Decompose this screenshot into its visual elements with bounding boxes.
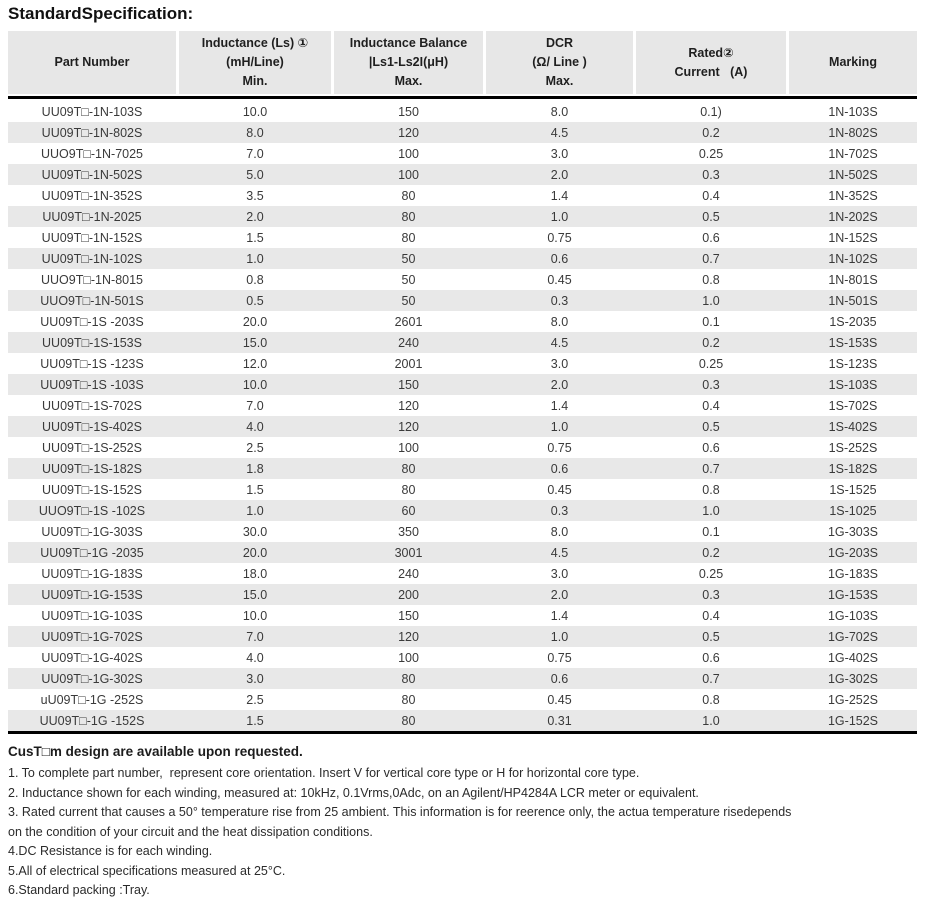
value-cell: 1G-152S bbox=[827, 713, 879, 728]
value-cell: 0.1 bbox=[702, 524, 720, 539]
value-cell: 0.4 bbox=[702, 398, 720, 413]
value-cell: 120 bbox=[398, 629, 419, 644]
value-cell: 1N-501S bbox=[828, 293, 878, 308]
value-cell: 100 bbox=[398, 167, 419, 182]
value-cell: 0.8 bbox=[702, 482, 720, 497]
part-number-cell: UU09T□-1S-152S bbox=[42, 482, 142, 497]
table-row bbox=[8, 374, 917, 395]
value-cell: 150 bbox=[398, 104, 419, 119]
part-number-cell: UU09T□-1G-302S bbox=[41, 671, 143, 686]
value-cell: 0.6 bbox=[550, 251, 569, 266]
value-cell: 7.0 bbox=[246, 629, 264, 644]
value-cell: 1G-153S bbox=[827, 587, 879, 602]
value-cell: 80 bbox=[401, 692, 416, 707]
value-cell: 0.4 bbox=[702, 188, 720, 203]
table-row bbox=[8, 248, 917, 269]
value-cell: 10.0 bbox=[242, 104, 268, 119]
column-header-0 bbox=[8, 31, 176, 94]
value-cell: 30.0 bbox=[242, 524, 268, 539]
part-number-cell: UUO9T□-1N-501S bbox=[40, 293, 144, 308]
value-cell: 80 bbox=[401, 713, 416, 728]
table-row bbox=[8, 290, 917, 311]
footnotes-heading: CusT□m design are available upon requested. bbox=[8, 744, 303, 759]
value-cell: 0.25 bbox=[698, 566, 724, 581]
value-cell: 1N-802S bbox=[828, 125, 878, 140]
value-cell: 100 bbox=[398, 146, 419, 161]
value-cell: 2.0 bbox=[550, 167, 569, 182]
part-number-cell: UU09T□-1G-402S bbox=[41, 650, 143, 665]
spec-sheet-page bbox=[0, 4, 925, 906]
value-cell: 3.0 bbox=[550, 356, 569, 371]
value-cell: 3.0 bbox=[246, 671, 264, 686]
part-number-cell: UUO9T□-1N-7025 bbox=[40, 146, 144, 161]
value-cell: 1.0 bbox=[702, 713, 720, 728]
value-cell: 1S-2035 bbox=[829, 314, 877, 329]
column-header-line: Max. bbox=[545, 74, 574, 88]
value-cell: 1G-183S bbox=[827, 566, 879, 581]
footnote-line: 2. Inductance shown for each winding, measured at: 10kHz, 0.1Vrms,0Adc, on an Agilent/HP4284A LCR meter or equivalent. bbox=[8, 785, 699, 800]
table-row bbox=[8, 458, 917, 479]
value-cell: 1N-801S bbox=[828, 272, 878, 287]
table-body bbox=[8, 101, 917, 731]
value-cell: 2601 bbox=[394, 314, 423, 329]
column-header-line: (Ω/ Line ) bbox=[532, 55, 587, 69]
value-cell: 1S-252S bbox=[828, 440, 878, 455]
value-cell: 0.6 bbox=[550, 671, 569, 686]
value-cell: 1.0 bbox=[550, 629, 569, 644]
value-cell: 2.5 bbox=[246, 440, 264, 455]
value-cell: 0.7 bbox=[702, 251, 720, 266]
value-cell: 0.45 bbox=[547, 272, 572, 287]
value-cell: 0.31 bbox=[547, 713, 572, 728]
table-row bbox=[8, 668, 917, 689]
table-row bbox=[8, 563, 917, 584]
part-number-cell: UU09T□-1G -2035 bbox=[40, 545, 144, 560]
table-row bbox=[8, 647, 917, 668]
table-row bbox=[8, 164, 917, 185]
value-cell: 0.8 bbox=[246, 272, 264, 287]
value-cell: 0.5 bbox=[702, 419, 720, 434]
part-number-cell: UU09T□-1G-103S bbox=[41, 608, 143, 623]
value-cell: 1G-702S bbox=[827, 629, 879, 644]
part-number-cell: UU09T□-1N-502S bbox=[41, 167, 143, 182]
value-cell: 1.0 bbox=[550, 419, 569, 434]
value-cell: 240 bbox=[398, 335, 419, 350]
value-cell: 15.0 bbox=[242, 335, 268, 350]
value-cell: 1.0 bbox=[246, 503, 264, 518]
value-cell: 1.8 bbox=[246, 461, 264, 476]
value-cell: 1.0 bbox=[550, 209, 569, 224]
column-header-line: Inductance (Ls) ① bbox=[201, 36, 309, 50]
value-cell: 0.75 bbox=[547, 230, 572, 245]
value-cell: 1.0 bbox=[246, 251, 264, 266]
value-cell: 120 bbox=[398, 125, 419, 140]
value-cell: 2.5 bbox=[246, 692, 264, 707]
value-cell: 80 bbox=[401, 671, 416, 686]
part-number-cell: UU09T□-1G-153S bbox=[41, 587, 143, 602]
column-header-line: Marking bbox=[829, 55, 877, 69]
table-row bbox=[8, 395, 917, 416]
column-header-line: Inductance Balance bbox=[349, 36, 468, 50]
value-cell: 0.75 bbox=[547, 650, 572, 665]
value-cell: 1S-402S bbox=[828, 419, 878, 434]
spec-table bbox=[8, 31, 917, 734]
value-cell: 1.5 bbox=[246, 482, 264, 497]
value-cell: 3.0 bbox=[550, 146, 569, 161]
value-cell: 1.5 bbox=[246, 713, 264, 728]
table-row bbox=[8, 689, 917, 710]
value-cell: 8.0 bbox=[550, 104, 569, 119]
part-number-cell: UU09T□-1S -123S bbox=[40, 356, 144, 371]
value-cell: 0.6 bbox=[550, 461, 569, 476]
footnote-line: 3. Rated current that causes a 50° temperature rise from 25 ambient. This information is for reerence only, the actua temperature risedepends bbox=[8, 805, 792, 819]
value-cell: 0.25 bbox=[698, 146, 724, 161]
value-cell: 4.5 bbox=[550, 125, 569, 140]
part-number-cell: UU09T□-1S-252S bbox=[42, 440, 142, 455]
value-cell: 3.5 bbox=[246, 188, 264, 203]
table-row bbox=[8, 626, 917, 647]
value-cell: 1G-203S bbox=[827, 545, 879, 560]
value-cell: 1S-123S bbox=[828, 356, 878, 371]
value-cell: 200 bbox=[398, 587, 419, 602]
value-cell: 1S-702S bbox=[828, 398, 878, 413]
value-cell: 10.0 bbox=[242, 608, 268, 623]
value-cell: 1.4 bbox=[550, 398, 569, 413]
value-cell: 80 bbox=[401, 188, 416, 203]
value-cell: 150 bbox=[398, 608, 419, 623]
value-cell: 100 bbox=[398, 440, 419, 455]
footnote-line: 5.All of electrical specifications measured at 25°C. bbox=[8, 863, 286, 878]
value-cell: 1S-1025 bbox=[829, 503, 877, 518]
value-cell: 1N-352S bbox=[828, 188, 878, 203]
column-header-line: (mH/Line) bbox=[226, 55, 284, 69]
value-cell: 0.3 bbox=[702, 587, 720, 602]
table-row bbox=[8, 101, 917, 122]
value-cell: 1S-1525 bbox=[829, 482, 877, 497]
part-number-cell: UU09T□-1N-802S bbox=[41, 125, 143, 140]
value-cell: 1N-202S bbox=[828, 209, 878, 224]
value-cell: 150 bbox=[398, 377, 419, 392]
table-row bbox=[8, 353, 917, 374]
value-cell: 8.0 bbox=[246, 125, 264, 140]
value-cell: 0.45 bbox=[547, 692, 572, 707]
value-cell: 80 bbox=[401, 461, 416, 476]
table-row bbox=[8, 416, 917, 437]
part-number-cell: UU09T□-1S-402S bbox=[42, 419, 142, 434]
part-number-cell: UU09T□-1G-303S bbox=[41, 524, 143, 539]
value-cell: 18.0 bbox=[242, 566, 268, 581]
value-cell: 0.2 bbox=[702, 335, 720, 350]
value-cell: 10.0 bbox=[242, 377, 268, 392]
value-cell: 100 bbox=[398, 650, 419, 665]
column-header-2 bbox=[334, 31, 483, 94]
value-cell: 1S-103S bbox=[828, 377, 878, 392]
value-cell: 7.0 bbox=[246, 146, 264, 161]
part-number-cell: UUO9T□-1N-8015 bbox=[40, 272, 144, 287]
value-cell: 1G-252S bbox=[827, 692, 879, 707]
value-cell: 0.8 bbox=[702, 272, 720, 287]
value-cell: 0.5 bbox=[246, 293, 264, 308]
value-cell: 3.0 bbox=[550, 566, 569, 581]
value-cell: 0.3 bbox=[702, 167, 720, 182]
value-cell: 8.0 bbox=[550, 524, 569, 539]
value-cell: 0.2 bbox=[702, 545, 720, 560]
table-row bbox=[8, 710, 917, 731]
value-cell: 50 bbox=[401, 293, 416, 308]
table-row bbox=[8, 227, 917, 248]
column-header-4 bbox=[636, 31, 786, 94]
value-cell: 1S-182S bbox=[828, 461, 878, 476]
value-cell: 350 bbox=[398, 524, 419, 539]
value-cell: 1.0 bbox=[702, 503, 720, 518]
table-row bbox=[8, 311, 917, 332]
part-number-cell: uU09T□-1G -252S bbox=[40, 692, 144, 707]
table-row bbox=[8, 122, 917, 143]
table-row bbox=[8, 542, 917, 563]
page-title: StandardSpecification: bbox=[8, 4, 194, 23]
table-row bbox=[8, 584, 917, 605]
value-cell: 2001 bbox=[394, 356, 423, 371]
value-cell: 2.0 bbox=[550, 587, 569, 602]
table-header-row bbox=[8, 31, 917, 94]
table-row bbox=[8, 521, 917, 542]
footnote-line: 1. To complete part number, represent core orientation. Insert V for vertical core type or H for horizontal core type. bbox=[8, 766, 640, 780]
value-cell: 0.8 bbox=[702, 692, 720, 707]
value-cell: 0.3 bbox=[702, 377, 720, 392]
value-cell: 0.7 bbox=[702, 461, 720, 476]
value-cell: 1N-102S bbox=[828, 251, 878, 266]
value-cell: 0.5 bbox=[702, 209, 720, 224]
value-cell: 2.0 bbox=[550, 377, 569, 392]
value-cell: 3001 bbox=[394, 545, 423, 560]
value-cell: 120 bbox=[398, 398, 419, 413]
table-row bbox=[8, 332, 917, 353]
table-row bbox=[8, 269, 917, 290]
value-cell: 1.4 bbox=[550, 188, 569, 203]
value-cell: 240 bbox=[398, 566, 419, 581]
value-cell: 120 bbox=[398, 419, 419, 434]
part-number-cell: UU09T□-1S-153S bbox=[42, 335, 142, 350]
column-header-line: Rated② bbox=[688, 45, 734, 60]
value-cell: 4.0 bbox=[246, 419, 264, 434]
value-cell: 1.5 bbox=[246, 230, 264, 245]
value-cell: 0.2 bbox=[702, 125, 720, 140]
column-header-line: Min. bbox=[242, 74, 268, 88]
value-cell: 4.5 bbox=[550, 335, 569, 350]
value-cell: 20.0 bbox=[242, 545, 268, 560]
table-row bbox=[8, 500, 917, 521]
column-header-5 bbox=[789, 31, 917, 94]
value-cell: 8.0 bbox=[550, 314, 569, 329]
column-header-line: |Ls1-Ls2I(μH) bbox=[368, 55, 449, 69]
footnote-line: 6.Standard packing :Tray. bbox=[8, 883, 150, 897]
part-number-cell: UU09T□-1S-182S bbox=[42, 461, 142, 476]
column-header-3 bbox=[486, 31, 633, 94]
value-cell: 5.0 bbox=[246, 167, 264, 182]
value-cell: 1N-502S bbox=[828, 167, 878, 182]
footnote-line: 4.DC Resistance is for each winding. bbox=[8, 844, 213, 858]
value-cell: 2.0 bbox=[246, 209, 264, 224]
value-cell: 1G-303S bbox=[827, 524, 879, 539]
value-cell: 50 bbox=[401, 272, 416, 287]
part-number-cell: UU09T□-1S -103S bbox=[40, 377, 144, 392]
column-header-line: Part Number bbox=[54, 55, 130, 69]
column-header-line: DCR bbox=[545, 36, 574, 50]
part-number-cell: UU09T□-1S-702S bbox=[42, 398, 142, 413]
value-cell: 0.45 bbox=[547, 482, 572, 497]
value-cell: 1N-103S bbox=[828, 104, 878, 119]
value-cell: 0.3 bbox=[550, 503, 569, 518]
part-number-cell: UU09T□-1N-102S bbox=[41, 251, 143, 266]
value-cell: 0.1 bbox=[702, 314, 720, 329]
value-cell: 1.4 bbox=[550, 608, 569, 623]
value-cell: 1.0 bbox=[702, 293, 720, 308]
value-cell: 0.4 bbox=[702, 608, 720, 623]
part-number-cell: UU09T□-1N-2025 bbox=[42, 209, 142, 224]
part-number-cell: UU09T□-1S -203S bbox=[40, 314, 144, 329]
value-cell: 1G-103S bbox=[827, 608, 879, 623]
value-cell: 80 bbox=[401, 209, 416, 224]
value-cell: 1G-302S bbox=[827, 671, 879, 686]
value-cell: 7.0 bbox=[246, 398, 264, 413]
table-row bbox=[8, 437, 917, 458]
footnote-line: on the condition of your circuit and the heat dissipation conditions. bbox=[8, 824, 373, 839]
part-number-cell: UU09T□-1G-183S bbox=[41, 566, 143, 581]
table-row bbox=[8, 479, 917, 500]
value-cell: 1N-702S bbox=[828, 146, 878, 161]
part-number-cell: UU09T□-1N-152S bbox=[41, 230, 143, 245]
part-number-cell: UUO9T□-1S -102S bbox=[38, 503, 146, 518]
footnotes-section bbox=[8, 744, 917, 901]
value-cell: 80 bbox=[401, 482, 416, 497]
value-cell: 80 bbox=[401, 230, 416, 245]
column-header-1 bbox=[179, 31, 331, 94]
header-bottom-rule bbox=[8, 96, 917, 99]
part-number-cell: UU09T□-1G -152S bbox=[39, 713, 145, 728]
value-cell: 1N-152S bbox=[828, 230, 878, 245]
value-cell: 0.6 bbox=[702, 230, 720, 245]
value-cell: 0.5 bbox=[702, 629, 720, 644]
value-cell: 0.75 bbox=[547, 440, 572, 455]
value-cell: 0.6 bbox=[702, 650, 720, 665]
column-header-line: Max. bbox=[394, 74, 423, 88]
value-cell: 0.6 bbox=[702, 440, 720, 455]
part-number-cell: UU09T□-1G-702S bbox=[41, 629, 143, 644]
table-bottom-rule bbox=[8, 731, 917, 734]
value-cell: 0.7 bbox=[702, 671, 720, 686]
value-cell: 12.0 bbox=[242, 356, 268, 371]
value-cell: 20.0 bbox=[242, 314, 268, 329]
part-number-cell: UU09T□-1N-352S bbox=[41, 188, 143, 203]
part-number-cell: UU09T□-1N-103S bbox=[41, 104, 143, 119]
value-cell: 0.25 bbox=[698, 356, 724, 371]
value-cell: 1G-402S bbox=[827, 650, 879, 665]
value-cell: 1S-153S bbox=[828, 335, 878, 350]
value-cell: 0.1) bbox=[700, 104, 722, 119]
value-cell: 50 bbox=[401, 251, 416, 266]
value-cell: 0.3 bbox=[550, 293, 569, 308]
table-row bbox=[8, 143, 917, 164]
value-cell: 60 bbox=[401, 503, 416, 518]
table-row bbox=[8, 605, 917, 626]
table-row bbox=[8, 206, 917, 227]
value-cell: 15.0 bbox=[242, 587, 268, 602]
table-row bbox=[8, 185, 917, 206]
column-header-line: Current (A) bbox=[674, 64, 748, 79]
value-cell: 4.0 bbox=[246, 650, 264, 665]
value-cell: 4.5 bbox=[550, 545, 569, 560]
